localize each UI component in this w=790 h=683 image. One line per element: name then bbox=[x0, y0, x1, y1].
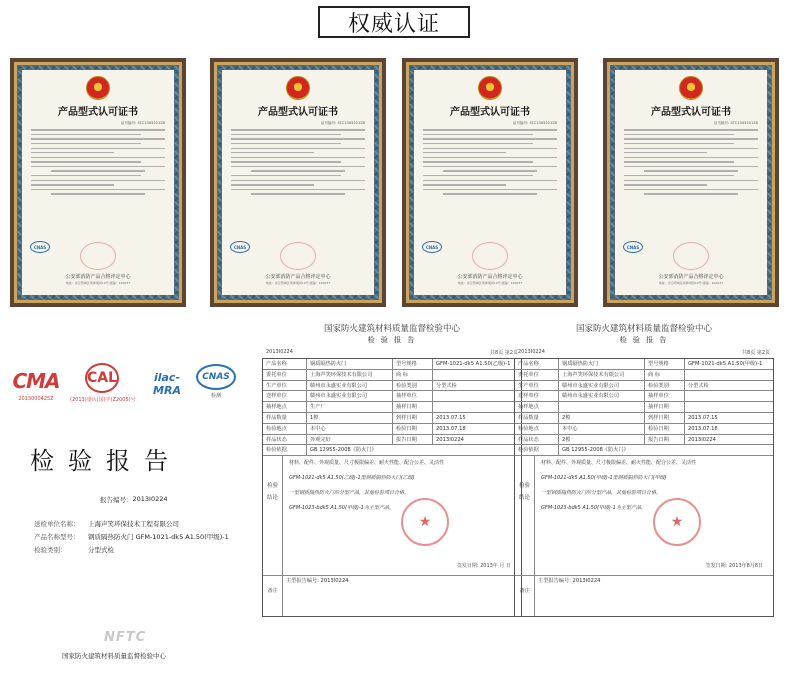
table-row: 检验地点 本中心 检验日期 2013.07.18 bbox=[515, 424, 773, 435]
national-emblem-icon bbox=[286, 76, 310, 100]
table-row: 检验结论 材料、配件、外观质量、尺寸极限偏差、耐火性能、配合公差、灵活性 GFM-1021-dk5 A1.50(甲级)-1型钢质隔热防火门(甲级) 一型钢质隔热防火门的分型产品，其他检验项目合格。 GFM-1023-bdk5 A1.50(甲级)-1为主型产品。 ★ 签发日期: 2013年8月8日 bbox=[515, 456, 773, 576]
issue-date: 签发日期: 2013年 月 日 bbox=[456, 562, 511, 569]
inspection-report-2 bbox=[514, 322, 774, 668]
certificate-number: 证书编号: STC13452012B bbox=[713, 121, 758, 125]
table-row: 抽样地点 生产厂 抽样日期 bbox=[263, 402, 521, 413]
certificate-2 bbox=[210, 58, 386, 307]
report-heading: 检 验 报 告 bbox=[619, 336, 669, 344]
accreditation-logos bbox=[10, 355, 242, 410]
cnas-logo-icon: CNAS bbox=[623, 241, 643, 253]
certificate-4 bbox=[603, 58, 779, 307]
inspection-report-1 bbox=[262, 322, 522, 668]
table-row: 产品名称 钢质隔热防火门 型号规格 GFM-1021-dk5 A1.50(乙级)-1 bbox=[263, 359, 521, 370]
table-row: 检验依据 GB 12955-2008《防火门》 bbox=[515, 445, 773, 456]
report-issuer: 国家防火建筑材料质量监督检验中心 bbox=[323, 324, 460, 334]
certificate-issuer: 公安部消防产品合格评定中心 bbox=[265, 274, 331, 280]
certificate-title: 产品型式认可证书 bbox=[58, 107, 138, 118]
table-row: 检验依据 GB 12955-2008《防火门》 bbox=[263, 445, 521, 456]
certificate-issuer: 公安部消防产品合格评定中心 bbox=[658, 274, 724, 280]
report-cover-issuer: 国家防火建筑材料质量监督检验中心 bbox=[62, 652, 166, 660]
official-stamp-icon: ★ bbox=[653, 498, 701, 546]
report-table bbox=[514, 358, 774, 617]
table-row: 检验地点 本中心 检验日期 2013.07.18 bbox=[263, 424, 521, 435]
table-row: 样品数量 2樘 到样日期 2013.07.15 bbox=[515, 413, 773, 424]
certificate-title: 产品型式认可证书 bbox=[651, 107, 731, 118]
cnas-logo-icon: CNAS 检测 bbox=[194, 364, 238, 399]
certificate-address: 地址：北京西城区拐棒胡同19号 邮编：100037 bbox=[457, 281, 523, 285]
cnas-logo-icon: CNAS bbox=[422, 241, 442, 253]
certificate-number: 证书编号: STC13452012B bbox=[120, 121, 165, 125]
page-title: 权威认证 bbox=[318, 6, 470, 38]
certificate-issuer: 公安部消防产品合格评定中心 bbox=[65, 274, 131, 280]
official-stamp-icon: ★ bbox=[401, 498, 449, 546]
cma-logo-icon: CMA 2013000425Z bbox=[12, 369, 60, 402]
report-issuer: 国家防火建筑材料质量监督检验中心 bbox=[575, 324, 712, 334]
cal-logo-icon: CAL (2013)量认(国)字(Z2005)号 bbox=[70, 363, 134, 403]
certificate-title: 产品型式认可证书 bbox=[450, 107, 530, 118]
seal-icon bbox=[80, 242, 116, 270]
table-row: 抽样地点 抽样日期 bbox=[515, 402, 773, 413]
table-row: 生产单位 赣州市永盛实业有限公司 检验类别 分型式检 bbox=[263, 381, 521, 392]
issue-date: 签发日期: 2013年8月8日 bbox=[705, 562, 763, 569]
table-row: 样品状态 2樘 报告日期 2013I0224 bbox=[515, 435, 773, 446]
certificate-address: 地址：北京西城区拐棒胡同19号 邮编：100037 bbox=[658, 281, 724, 285]
report-number: 报告编号： 2013I0224 bbox=[100, 495, 168, 504]
report-cover-title: 检验报告 bbox=[30, 447, 182, 475]
seal-icon bbox=[673, 242, 709, 270]
national-emblem-icon bbox=[679, 76, 703, 100]
table-row: 样品数量 1樘 到样日期 2013.07.15 bbox=[263, 413, 521, 424]
report-heading: 检 验 报 告 bbox=[367, 336, 417, 344]
report-cover bbox=[10, 355, 242, 675]
table-row: 检验结论 材料、配件、外观质量、尺寸极限偏差、耐火性能、配合公差、灵活性 GFM-1021-dk5 A1.50(乙级)-1型钢质隔热防火门(乙级) 一型钢质隔热防火门的分型产品，其他检验项目合格。 GFM-1023-bdk5 A1.50(甲级)-1为主型产品。 ★ 签发日期: 2013年 月 日 bbox=[263, 456, 521, 576]
report-meta: 2013I0224 共8页 第2页 bbox=[266, 349, 518, 356]
list-item: 检验类别： 分型式检 bbox=[34, 546, 114, 554]
certificate-title: 产品型式认可证书 bbox=[258, 107, 338, 118]
list-item: 产品名称型号： 钢质隔热防火门 GFM-1021-dk5 A1.50(甲级)-1 bbox=[34, 533, 229, 541]
table-row: 委托单位 上海声笑环保技术有限公司 商 标 bbox=[515, 370, 773, 381]
report-table bbox=[262, 358, 522, 617]
cnas-logo-icon: CNAS bbox=[30, 241, 50, 253]
national-emblem-icon bbox=[86, 76, 110, 100]
certificate-address: 地址：北京西城区拐棒胡同19号 邮编：100037 bbox=[265, 281, 331, 285]
table-row: 样品状态 外观完好 报告日期 2013I0224 bbox=[263, 435, 521, 446]
table-row: 委托单位 上海声笑环保技术有限公司 商 标 bbox=[263, 370, 521, 381]
cnas-logo-icon: CNAS bbox=[230, 241, 250, 253]
certificate-issuer: 公安部消防产品合格评定中心 bbox=[457, 274, 523, 280]
nftc-watermark: NFTC bbox=[104, 630, 147, 645]
certificate-number: 证书编号: STC13452012B bbox=[512, 121, 557, 125]
table-row: 送样单位 赣州市永盛实业有限公司 抽样单位 bbox=[263, 391, 521, 402]
seal-icon bbox=[472, 242, 508, 270]
table-row: 备注 主型报告编号: 2013I0224 bbox=[515, 576, 773, 616]
report-cover-fields bbox=[34, 495, 242, 558]
national-emblem-icon bbox=[478, 76, 502, 100]
table-row: 生产单位 赣州市永盛实业有限公司 检验类别 分型式检 bbox=[515, 381, 773, 392]
table-row: 备注 主型报告编号: 2013I0224 bbox=[263, 576, 521, 616]
certificate-3 bbox=[402, 58, 578, 307]
table-row: 产品名称 钢质隔热防火门 型号规格 GFM-1021-dk5 A1.50(甲级)-1 bbox=[515, 359, 773, 370]
certificate-number: 证书编号: STC13452012B bbox=[320, 121, 365, 125]
report-meta: 2013I0224 共8页 第2页 bbox=[518, 349, 770, 356]
table-row: 送样单位 赣州市永盛实业有限公司 抽样单位 bbox=[515, 391, 773, 402]
certificate-address: 地址：北京西城区拐棒胡同19号 邮编：100037 bbox=[65, 281, 131, 285]
certificate-1 bbox=[10, 58, 186, 307]
list-item: 送检单位名称： 上海声笑环保技术工程有限公司 bbox=[34, 520, 179, 528]
seal-icon bbox=[280, 242, 316, 270]
ilac-mra-logo-icon: ilac-MRA bbox=[153, 371, 181, 397]
